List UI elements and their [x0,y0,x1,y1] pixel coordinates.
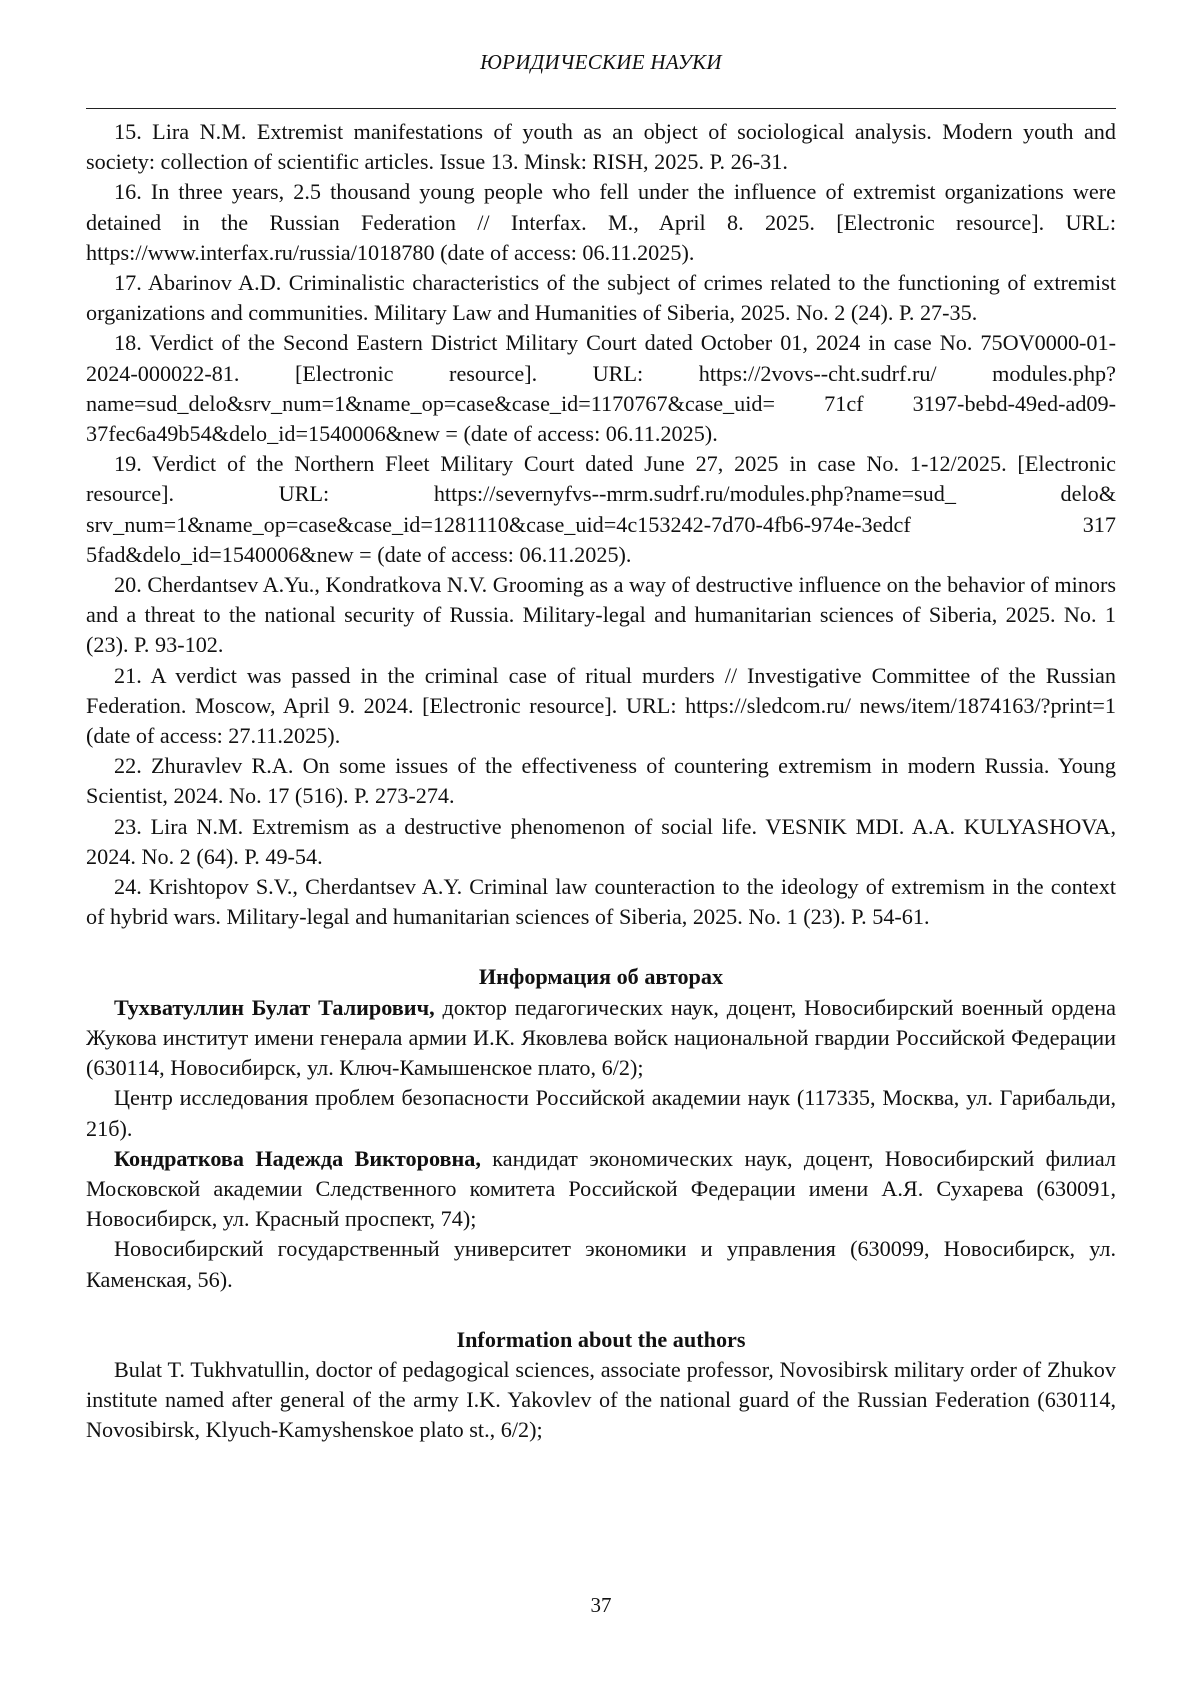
author-1-ru-affiliation-2: Центр исследования проблем безопасности Российской академии наук (117335, Москва, ул. Гарибальди, 21б). [86,1085,1116,1141]
reference-18: 18. Verdict of the Second Eastern District Military Court dated October 01, 2024 in case No. 75OV0000-01-2024-000022-81. [Electronic resource]. URL: https://2vovs--cht.sudrf.ru/ modules.php?name=sud_delo&srv_num=1&name_op=case&case_id=1170767&case_uid= 71cf 3197-bebd-49ed-ad09-37fec6a49b54&delo_id=1540006&new = (date of access: 06.11.2025). [86,330,1116,447]
author-2-ru-name: Кондраткова Надежда Викторовна, [114,1145,481,1171]
authors-info-ru [86,962,1116,1294]
reference-21: 21. A verdict was passed in the criminal case of ritual murders // Investigative Committee of the Russian Federation. Moscow, April 9. 2024. [Electronic resource]. URL: https://sledcom.ru/ news/item/1874163/?print=1 (date of access: 27.11.2025). [86,662,1116,749]
page-number: 37 [590,1593,612,1617]
reference-23: 23. Lira N.M. Extremism as a destructive phenomenon of social life. VESNIK MDI. A.A. KULYASHOVA, 2024. No. 2 (64). P. 49-54. [86,813,1116,869]
reference-15: 15. Lira N.M. Extremist manifestations of youth as an object of sociological analysis. Modern youth and society: collection of scientific articles. Issue 13. Minsk: RISH, 2025. P. 26-31. [86,119,1116,175]
reference-16: 16. In three years, 2.5 thousand young people who fell under the influence of extremist organizations were detained in the Russian Federation // Interfax. M., April 8. 2025. [Electronic resource]. URL: https://www.interfax.ru/russia/1018780 (date of access: 06.11.2025). [86,179,1116,265]
authors-info-ru-title: Информация об авторах [478,964,724,990]
author-1-ru-name: Тухватуллин Булат Талирович, [114,994,435,1020]
spacer [86,932,1116,962]
reference-19: 19. Verdict of the Northern Fleet Military Court dated June 27, 2025 in case No. 1-12/2025. [Electronic resource]. URL: https://severnyfvs--mrm.sudrf.ru/modules.php?name=sud_ delo& srv_num=1&name_op=case&case_id=1281110&case_uid=4c153242-7d70-4fb6-974e-3edcf 317 5fad&delo_id=1540006&new = (date of access: 06.11.2025). [86,451,1116,567]
reference-20: 20. Cherdantsev A.Yu., Kondratkova N.V. Grooming as a way of destructive influence on the behavior of minors and a threat to the national security of Russia. Military-legal and humanitarian sciences of Siberia, 2025. No. 1 (23). P. 93-102. [86,572,1116,658]
authors-info-en-title: Information about the authors [456,1326,746,1352]
author-1-ru-details: доктор педагогических наук, доцент, Новосибирский военный ордена Жукова институт имени генерала армии И.К. Яковлева войск национальной гвардии Российской Федерации (630114, Новосибирск, ул. Ключ-Камышенское плато, 6/2); [86,994,1116,1081]
header-rule [86,108,1116,109]
author-2-ru-affiliation-2: Новосибирский государственный университет экономики и управления (630099, Новосибирск, ул. Каменская, 56). [86,1236,1116,1292]
page-body [86,117,1116,1446]
author-1-en: Bulat T. Tukhvatullin, doctor of pedagogical sciences, associate professor, Novosibirsk military order of Zhukov institute named after general of the army I.K. Yakovlev of the national guard of the Russian Federation (630114, Novosibirsk, Klyuch-Kamyshenskoe plato st., 6/2); [86,1356,1116,1443]
reference-list [86,117,1116,932]
reference-17: 17. Abarinov A.D. Criminalistic characteristics of the subject of crimes related to the functioning of extremist organizations and communities. Military Law and Humanities of Siberia, 2025. No. 2 (24). P. 27-35. [86,270,1116,326]
reference-24: 24. Krishtopov S.V., Cherdantsev A.Y. Criminal law counteraction to the ideology of extremism in the context of hybrid wars. Military-legal and humanitarian sciences of Siberia, 2025. No. 1 (23). P. 54-61. [86,874,1116,930]
author-1-ru [86,993,1116,1084]
author-2-ru-details: кандидат экономических наук, доцент, Новосибирский филиал Московской академии Следственного комитета Российской Федерации имени А.Я. Сухарева (630091, Новосибирск, ул. Красный проспект, 74); [86,1145,1116,1232]
spacer [86,1295,1116,1325]
author-2-ru [86,1144,1116,1235]
authors-info-en [86,1325,1116,1446]
reference-22: 22. Zhuravlev R.A. On some issues of the effectiveness of countering extremism in modern Russia. Young Scientist, 2024. No. 17 (516). P. 273-274. [86,753,1116,809]
running-header: ЮРИДИЧЕСКИЕ НАУКИ [480,50,722,74]
